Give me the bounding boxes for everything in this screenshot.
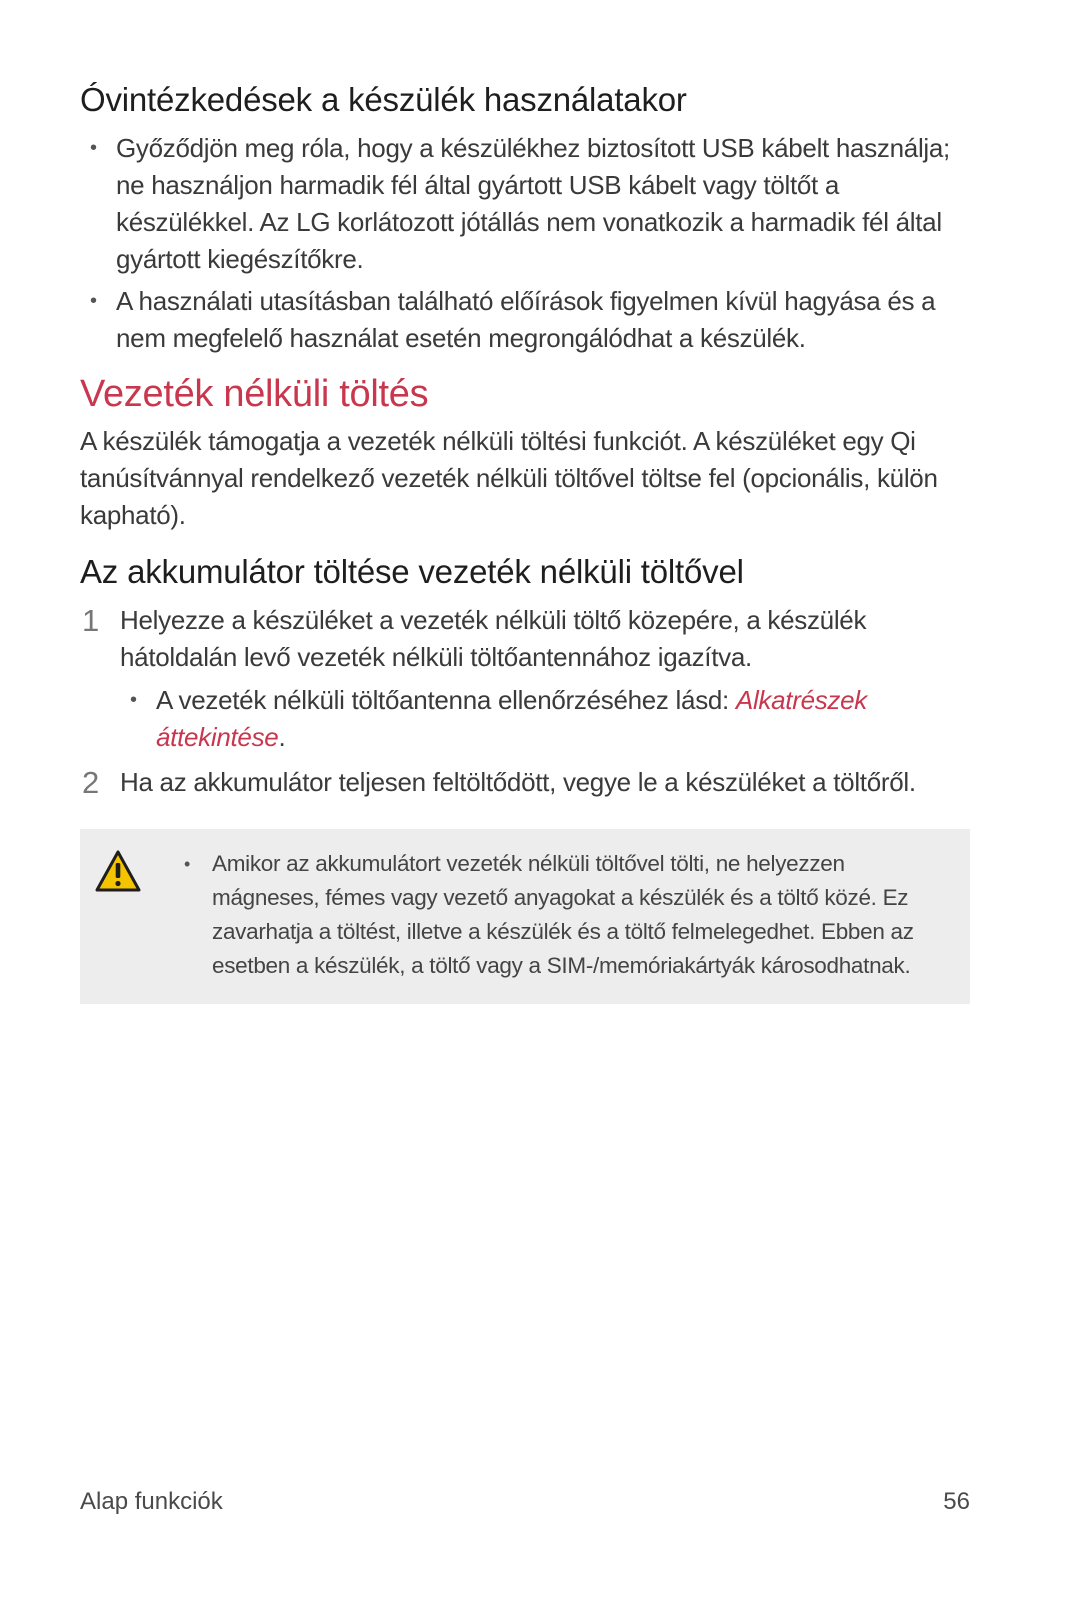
charging-subheading: Az akkumulátor töltése vezeték nélküli töltővel [80,553,744,590]
step-number: 1 [82,603,99,638]
footer-chapter: Alap funkciók [80,1488,223,1515]
step-text: Helyezze a készüléket a vezeték nélküli töltő közepére, a készülék hátoldalán levő vezeték nélküli töltőantennához igazítva. [120,605,867,672]
precautions-list [80,130,970,357]
list-item [80,130,970,278]
step-number: 2 [82,765,99,800]
step-item [80,764,970,801]
caution-box [80,829,970,1004]
components-overview-link[interactable]: Alkatrészek áttekintése [156,685,867,752]
bullet-text: A használati utasításban található előírások figyelmen kívül hagyása és a nem megfelelő használat esetén megrongálódhat a készülék. [116,286,936,353]
bullet-text: Győződjön meg róla, hogy a készülékhez biztosított USB kábelt használja; ne használjon harmadik fél által gyártott USB kábelt vagy töltőt a készülékkel. Az LG korlátozott jótállás nem vonatkozik a harmadik fél által gyártott kiegészítőkre. [116,133,950,274]
caution-text: Amikor az akkumulátort vezeték nélküli töltővel tölti, ne helyezzen mágneses, fémes vagy vezető anyagokat a készülék és a töltő közé. Ez zavarhatja a töltést, illetve a készülék és a töltő felmelegedhet. Ebben az esetben a készülék, a töltő vagy a SIM-/memóriakártyák károsodhatnak. [212,851,914,978]
page-number: 56 [943,1488,970,1515]
step-item [80,602,970,756]
warning-triangle-icon [94,849,142,893]
intro-paragraph: A készülék támogatja a vezeték nélküli töltési funkciót. A készüléket egy Qi tanúsítvánnyal rendelkező vezeték nélküli töltővel töltse fel (opcionális, külön kapható). [80,426,938,530]
section-title: Vezeték nélküli töltés [80,373,429,415]
steps-list [80,602,970,801]
bullet-icon: • [130,689,137,711]
page-content [80,78,970,1004]
sub-bullet-suffix: . [278,722,286,752]
list-item [80,283,970,357]
bullet-icon: • [184,854,191,874]
sub-bullet-text: A vezeték nélküli töltőantenna ellenőrzéséhez lásd: [156,685,736,715]
caution-item [184,847,956,983]
step-sub-bullets [120,682,970,756]
precautions-heading: Óvintézkedések a készülék használatakor [80,81,687,118]
bullet-icon: • [90,137,97,159]
list-item [120,682,970,756]
bullet-icon: • [90,290,97,312]
step-text: Ha az akkumulátor teljesen feltöltődött, vegye le a készüléket a töltőről. [120,767,916,797]
